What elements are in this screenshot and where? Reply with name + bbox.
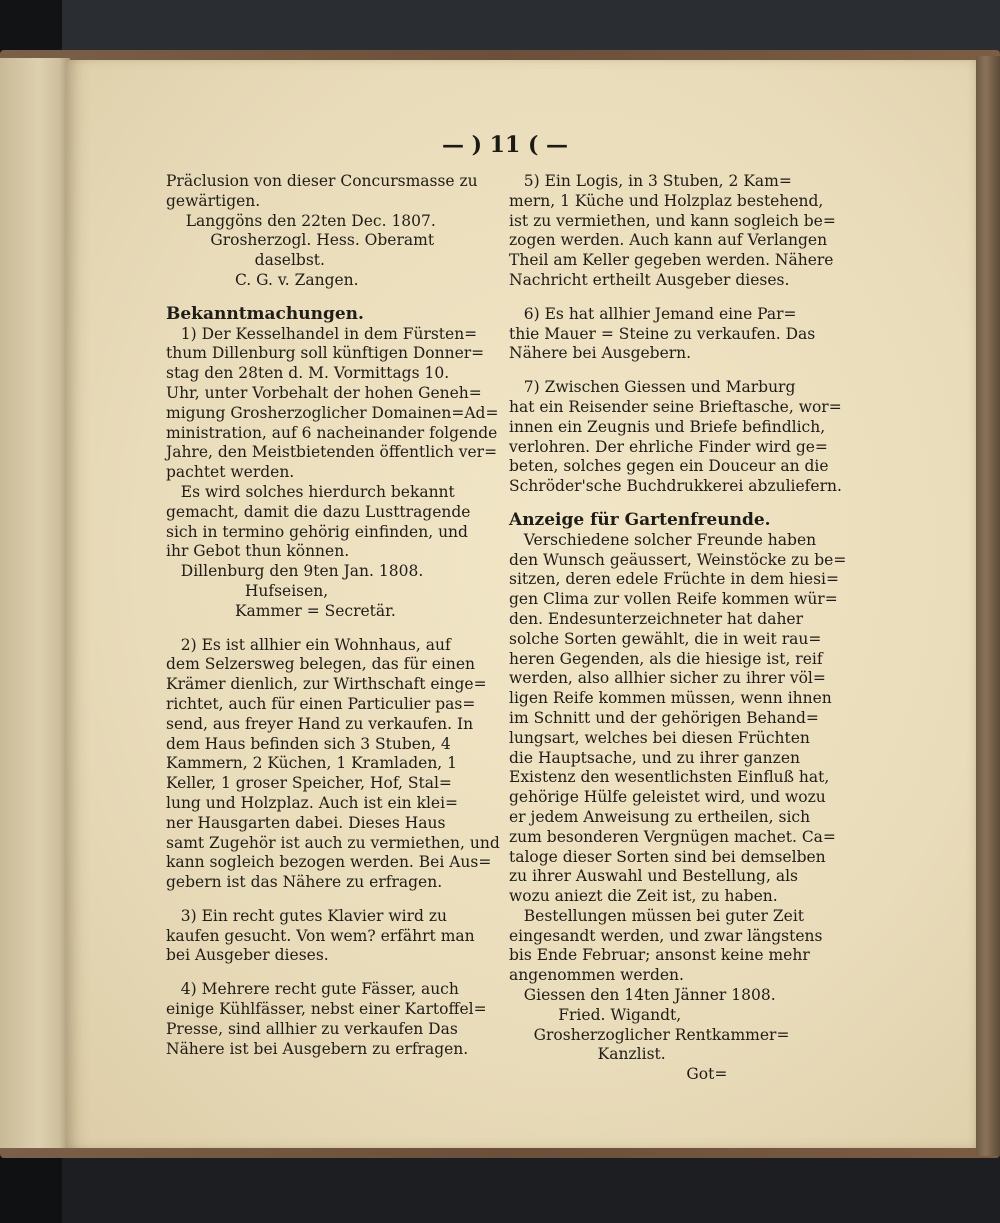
text-line: Dillenburg den 9ten Jan. 1808.: [166, 562, 424, 581]
text-line: Bestellungen müssen bei guter Zeit: [509, 906, 805, 925]
text-line: den Wunsch geäussert, Weinstöcke zu be=: [509, 550, 847, 569]
page-edge-right: [976, 56, 1000, 1156]
text-line: Es wird solches hierdurch bekannt: [166, 482, 455, 501]
text-line: im Schnitt und der gehörigen Behand=: [509, 708, 819, 727]
paragraph-gap: [166, 966, 496, 980]
text-line: mern, 1 Küche und Holzplaz bestehend,: [509, 191, 824, 210]
text-line: ist zu vermiethen, und kann sogleich be=: [509, 211, 836, 230]
paragraph-gap: [509, 497, 835, 511]
text-line: den. Endesunterzeichneter hat daher: [509, 609, 804, 628]
text-line: 1) Der Kesselhandel in dem Fürsten=: [166, 324, 478, 343]
text-line: bei Ausgeber dieses.: [166, 946, 329, 965]
text-line: 7) Zwischen Giessen und Marburg: [509, 378, 796, 397]
facing-page-edge: [0, 58, 70, 1148]
text-line: beten, solches gegen ein Douceur an die: [509, 457, 829, 476]
background-bottom: [0, 1150, 1000, 1223]
text-line: Jahre, den Meistbietenden öffentlich ver=: [166, 443, 498, 462]
right-column: [509, 172, 847, 1085]
text-line: samt Zugehör ist auch zu vermiethen, und: [166, 833, 500, 852]
text-line: sitzen, deren edele Früchte in dem hiesi=: [509, 570, 839, 589]
text-line: gen Clima zur vollen Reife kommen wür=: [509, 590, 838, 609]
background-bottom-shadow: [0, 1150, 62, 1223]
text-line: sich in termino gehörig einfinden, und: [166, 522, 468, 541]
text-line: Uhr, unter Vorbehalt der hohen Geneh=: [166, 383, 482, 402]
text-line: hat ein Reisender seine Brieftasche, wor=: [509, 397, 842, 416]
text-line: 5) Ein Logis, in 3 Stuben, 2 Kam=: [509, 172, 792, 190]
text-line: innen ein Zeugnis und Briefe befindlich,: [509, 417, 826, 436]
text-line: gehörige Hülfe geleistet wird, und wozu: [509, 788, 826, 807]
text-line: gemacht, damit die dazu Lusttragende: [166, 502, 471, 521]
text-line: richtet, auch für einen Particulier pas=: [166, 694, 476, 713]
text-line: Verschiedene solcher Freunde haben: [509, 530, 817, 549]
text-line: Keller, 1 groser Speicher, Hof, Stal=: [166, 774, 452, 793]
text-line: zogen werden. Auch kann auf Verlangen: [509, 231, 828, 250]
text-line: ligen Reife kommen müssen, wenn ihnen: [509, 689, 832, 708]
text-line: ministration, auf 6 nacheinander folgende: [166, 423, 498, 442]
text-line: thum Dillenburg soll künftigen Donner=: [166, 344, 485, 363]
text-line: thie Mauer = Steine zu verkaufen. Das: [509, 324, 816, 343]
paragraph-gap: [166, 291, 496, 305]
text-line: Nähere ist bei Ausgebern zu erfragen.: [166, 1039, 469, 1058]
text-line: taloge dieser Sorten sind bei demselben: [509, 847, 826, 866]
text-line: lung und Holzplaz. Auch ist ein klei=: [166, 793, 459, 812]
text-line: Krämer dienlich, zur Wirthschaft einge=: [166, 675, 487, 694]
text-line: die Hauptsache, und zu ihrer ganzen: [509, 748, 800, 767]
section-heading: Anzeige für Gartenfreunde.: [509, 509, 771, 530]
text-line: heren Gegenden, als die hiesige ist, reif: [509, 649, 823, 668]
text-line: eingesandt werden, und zwar längstens: [509, 926, 823, 945]
paragraph-gap: [166, 622, 496, 636]
text-line: Got=: [509, 1065, 728, 1084]
text-line: dem Selzersweg belegen, das für einen: [166, 655, 475, 674]
text-line: Presse, sind allhier zu verkaufen Das: [166, 1019, 458, 1038]
text-line: ihr Gebot thun können.: [166, 542, 350, 561]
text-line: lungsart, welches bei diesen Früchten: [509, 728, 810, 747]
text-line: Nähere bei Ausgebern.: [509, 344, 692, 363]
text-line: Schröder'sche Buchdrukkerei abzuliefern.: [509, 477, 842, 496]
text-line: angenommen werden.: [509, 966, 684, 985]
text-line: send, aus freyer Hand zu verkaufen. In: [166, 714, 474, 733]
text-line: gebern ist das Nähere zu erfragen.: [166, 873, 443, 892]
section-heading: Bekanntmachungen.: [166, 303, 364, 324]
text-line: Nachricht ertheilt Ausgeber dieses.: [509, 270, 790, 289]
text-line: zum besonderen Vergnügen machet. Ca=: [509, 827, 836, 846]
text-line: solche Sorten gewählt, die in weit rau=: [509, 629, 822, 648]
text-line: Grosherzoglicher Rentkammer=: [509, 1025, 790, 1044]
text-line: Hufseisen,: [166, 581, 329, 600]
text-line: stag den 28ten d. M. Vormittags 10.: [166, 364, 450, 383]
page-number-header: — ) 11 ( —: [441, 132, 569, 158]
text-line: dem Haus befinden sich 3 Stuben, 4: [166, 734, 451, 753]
text-line: Präclusion von dieser Concursmasse zu: [166, 172, 478, 190]
text-line: 6) Es hat allhier Jemand eine Par=: [509, 304, 797, 323]
text-line: C. G. v. Zangen.: [166, 270, 359, 289]
text-line: Kammern, 2 Küchen, 1 Kramladen, 1: [166, 754, 458, 773]
left-column: [166, 172, 500, 1059]
text-line: verlohren. Der ehrliche Finder wird ge=: [509, 437, 828, 456]
text-line: wozu aniezt die Zeit ist, zu haben.: [509, 887, 778, 906]
text-line: kaufen gesucht. Von wem? erfährt man: [166, 926, 475, 945]
text-line: migung Grosherzoglicher Domainen=Ad=: [166, 403, 499, 422]
text-line: ner Hausgarten dabei. Dieses Haus: [166, 813, 446, 832]
paragraph-gap: [166, 893, 496, 907]
text-line: daselbst.: [166, 251, 325, 270]
text-line: 2) Es ist allhier ein Wohnhaus, auf: [166, 635, 451, 654]
text-line: Grosherzogl. Hess. Oberamt: [166, 231, 435, 250]
text-line: Existenz den wesentlichsten Einfluß hat,: [509, 768, 830, 787]
text-line: gewärtigen.: [166, 191, 261, 210]
text-line: Kammer = Secretär.: [166, 601, 396, 620]
paragraph-gap: [509, 364, 835, 378]
text-line: Langgöns den 22ten Dec. 1807.: [166, 211, 436, 230]
paragraph-gap: [509, 291, 835, 305]
text-line: Theil am Keller gegeben werden. Nähere: [509, 251, 834, 270]
text-line: Kanzlist.: [509, 1045, 666, 1064]
text-line: zu ihrer Auswahl und Bestellung, als: [509, 867, 798, 886]
text-line: 3) Ein recht gutes Klavier wird zu: [166, 906, 448, 925]
text-line: werden, also allhier sicher zu ihrer völ=: [509, 669, 826, 688]
text-line: bis Ende Februar; ansonst keine mehr: [509, 946, 810, 965]
text-line: 4) Mehrere recht gute Fässer, auch: [166, 980, 459, 999]
text-line: einige Kühlfässer, nebst einer Kartoffel=: [166, 1000, 487, 1019]
text-line: kann sogleich bezogen werden. Bei Aus=: [166, 853, 492, 872]
text-line: pachtet werden.: [166, 463, 295, 482]
text-line: Fried. Wigandt,: [509, 1005, 682, 1024]
text-line: Giessen den 14ten Jänner 1808.: [509, 986, 776, 1005]
text-line: er jedem Anweisung zu ertheilen, sich: [509, 807, 811, 826]
